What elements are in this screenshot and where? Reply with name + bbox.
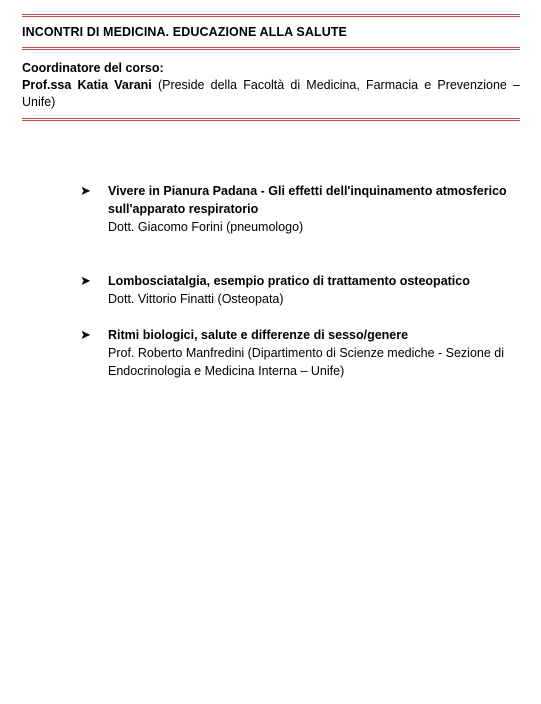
lecture-speaker: Dott. Giacomo Forini (pneumologo)	[108, 220, 304, 234]
page-title: INCONTRI DI MEDICINA. EDUCAZIONE ALLA SALUTE	[22, 25, 347, 39]
lecture-list	[80, 182, 520, 380]
lecture-item	[80, 272, 520, 308]
arrow-bullet-icon: ➤	[80, 183, 91, 198]
coordinator-divider	[22, 118, 520, 121]
title-divider	[22, 47, 520, 50]
coordinator-name: Prof.ssa Katia Varani	[22, 78, 152, 92]
lecture-speaker: Prof. Roberto Manfredini (Dipartimento di Scienze mediche - Sezione di Endocrinologia e Medicina Interna – Unife)	[108, 346, 505, 378]
coordinator-label: Coordinatore del corso:	[22, 61, 164, 75]
top-divider	[22, 14, 520, 17]
lecture-item	[80, 182, 520, 236]
lecture-item	[80, 326, 520, 380]
coordinator-block	[22, 60, 520, 111]
lecture-title: Vivere in Pianura Padana - Gli effetti dell'inquinamento atmosferico sull'apparato respiratorio	[108, 184, 507, 216]
lecture-title: Lombosciatalgia, esempio pratico di trattamento osteopatico	[108, 274, 470, 288]
lecture-title: Ritmi biologici, salute e differenze di sesso/genere	[108, 328, 409, 342]
arrow-bullet-icon: ➤	[80, 327, 91, 342]
arrow-bullet-icon: ➤	[80, 273, 91, 288]
lecture-speaker: Dott. Vittorio Finatti (Osteopata)	[108, 292, 284, 306]
coordinator-role: (Preside della Facoltà di Medicina, Farmacia e Prevenzione – Unife)	[22, 78, 520, 109]
